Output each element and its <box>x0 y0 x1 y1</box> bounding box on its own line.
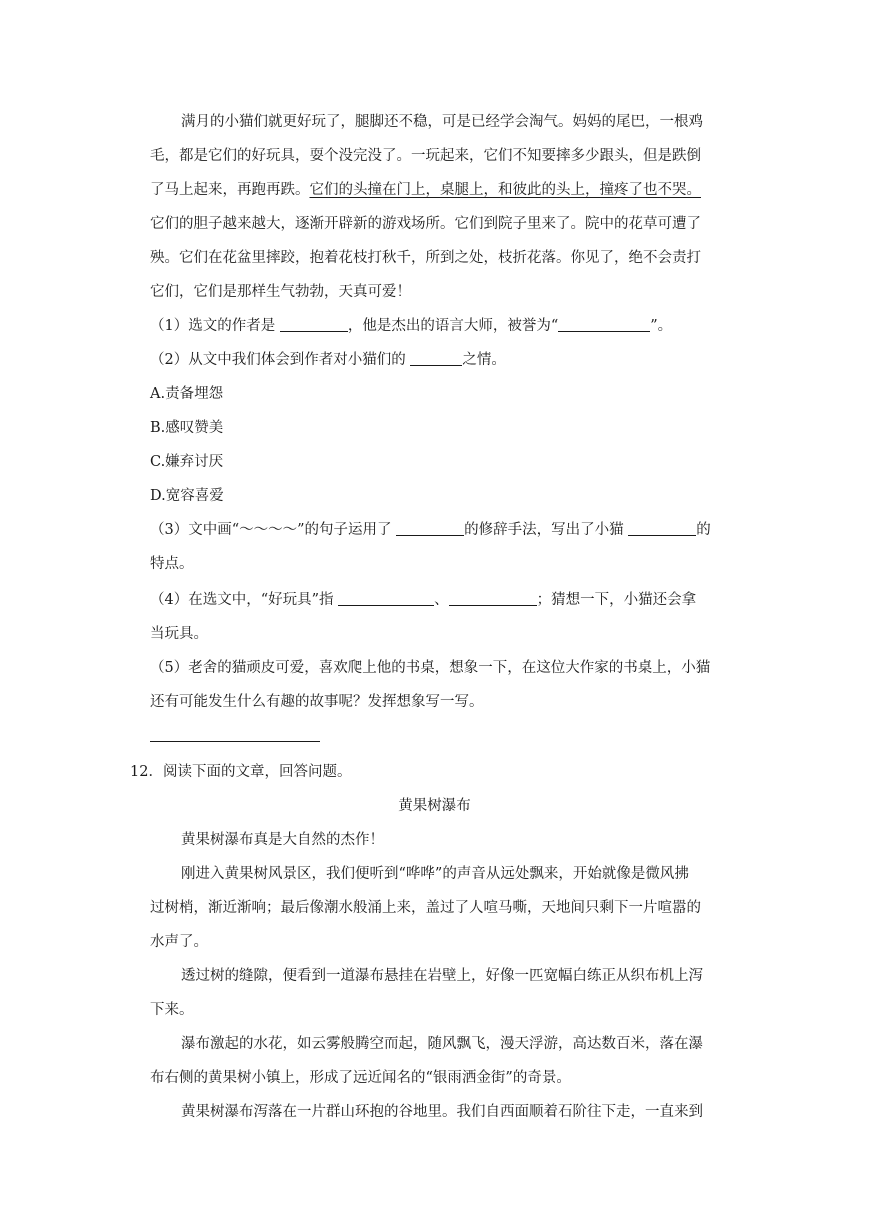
article-line-5: 透过树的缝隙，便看到一道瀑布悬挂在岩壁上，好像一匹宽幅白练正从织布机上泻 <box>181 968 703 984</box>
underlined-sentence: 它们的头撞在门上，桌腿上，和彼此的头上，撞疼了也不哭。 <box>309 182 701 198</box>
answer-blank-rhetoric[interactable] <box>396 521 464 536</box>
passage-line-5: 殃。它们在花盆里摔跤，抱着花枝打秋千，所到之处，枝折花落。你见了，绝不会责打 <box>150 250 701 266</box>
option-c[interactable]: C.嫌弃讨厌 <box>150 454 224 470</box>
question-4 <box>150 590 696 610</box>
article-line-6: 下来。 <box>150 1002 194 1018</box>
article-line-4: 水声了。 <box>150 934 208 950</box>
question-4-text-c: ；猜想一下，小猫还会拿 <box>536 592 697 608</box>
question-2-text-a: （2）从文中我们体会到作者对小猫们的 <box>150 352 406 368</box>
question-1-text-c: ”。 <box>650 318 673 334</box>
question-3-text-b: 的修辞手法，写出了小猫 <box>464 522 624 538</box>
passage-line-3-plain: 了马上起来，再跑再跌。 <box>150 182 310 198</box>
option-b[interactable]: B.感叹赞美 <box>150 420 224 436</box>
article-title: 黄果树瀑布 <box>398 798 471 814</box>
question-4-text-a: （4）在选文中，“好玩具”指 <box>150 592 334 608</box>
question-5: （5）老舍的猫顽皮可爱，喜欢爬上他的书桌，想象一下，在这位大作家的书桌上，小猫 <box>150 660 711 676</box>
question-2 <box>150 350 506 370</box>
article-line-8: 布右侧的黄果树小镇上，形成了远近闻名的“银雨洒金街”的奇景。 <box>150 1070 571 1086</box>
question-1 <box>150 316 672 336</box>
question-1-text-a: （1）选文的作者是 <box>150 318 276 334</box>
passage-line-3 <box>150 180 701 200</box>
question-3-text-c: 的 <box>696 522 711 538</box>
answer-blank-author[interactable] <box>280 317 348 332</box>
answer-blank-trait[interactable] <box>628 521 696 536</box>
passage-line-2: 毛，都是它们的好玩具，耍个没完没了。一玩起来，它们不知要摔多少跟头，但是跌倒 <box>150 148 701 164</box>
question-4-continued: 当玩具。 <box>150 626 208 642</box>
answer-blank-title[interactable] <box>558 317 650 332</box>
article-line-1: 黄果树瀑布真是大自然的杰作！ <box>181 832 384 848</box>
article-line-7: 瀑布激起的水花，如云雾般腾空而起，随风飘飞，漫天浮游，高达数百米，落在瀑 <box>181 1036 703 1052</box>
article-line-3: 过树梢，渐近渐响；最后像潮水般涌上来，盖过了人喧马嘶，天地间只剩下一片喧嚣的 <box>150 900 701 916</box>
question-2-text-b: 之情。 <box>462 352 506 368</box>
passage-line-6: 它们，它们是那样生气勃勃，天真可爱！ <box>150 284 411 300</box>
question-4-text-b: 、 <box>434 592 449 608</box>
passage-line-1: 满月的小猫们就更好玩了，腿脚还不稳，可是已经学会淘气。妈妈的尾巴，一根鸡 <box>181 114 703 130</box>
question-5-continued: 还有可能发生什么有趣的故事呢？发挥想象写一写。 <box>150 694 484 710</box>
article-line-2: 刚进入黄果树风景区，我们便听到“哗哗”的声音从远处飘来，开始就像是微风拂 <box>181 866 689 882</box>
passage-line-4: 它们的胆子越来越大，逐渐开辟新的游戏场所。它们到院子里来了。院中的花草可遭了 <box>150 216 701 232</box>
question-3-continued: 特点。 <box>150 556 194 572</box>
article-line-9: 黄果树瀑布泻落在一片群山环抱的谷地里。我们自西面顺着石阶往下走，一直来到 <box>181 1104 703 1120</box>
option-d[interactable]: D.宽容喜爱 <box>150 488 224 504</box>
answer-blank-toy-2[interactable] <box>449 591 537 606</box>
option-a[interactable]: A.责备埋怨 <box>150 386 224 402</box>
question-1-text-b: ，他是杰出的语言大师，被誉为“ <box>347 318 559 334</box>
answer-writing-line[interactable] <box>150 741 320 742</box>
answer-blank-feeling[interactable] <box>410 351 462 366</box>
answer-blank-toy-1[interactable] <box>338 591 434 606</box>
question-3 <box>150 520 711 540</box>
question-3-text-a: （3）文中画“～～～～”的句子运用了 <box>150 522 392 538</box>
question-12-prompt: 12．阅读下面的文章，回答问题。 <box>130 764 352 780</box>
